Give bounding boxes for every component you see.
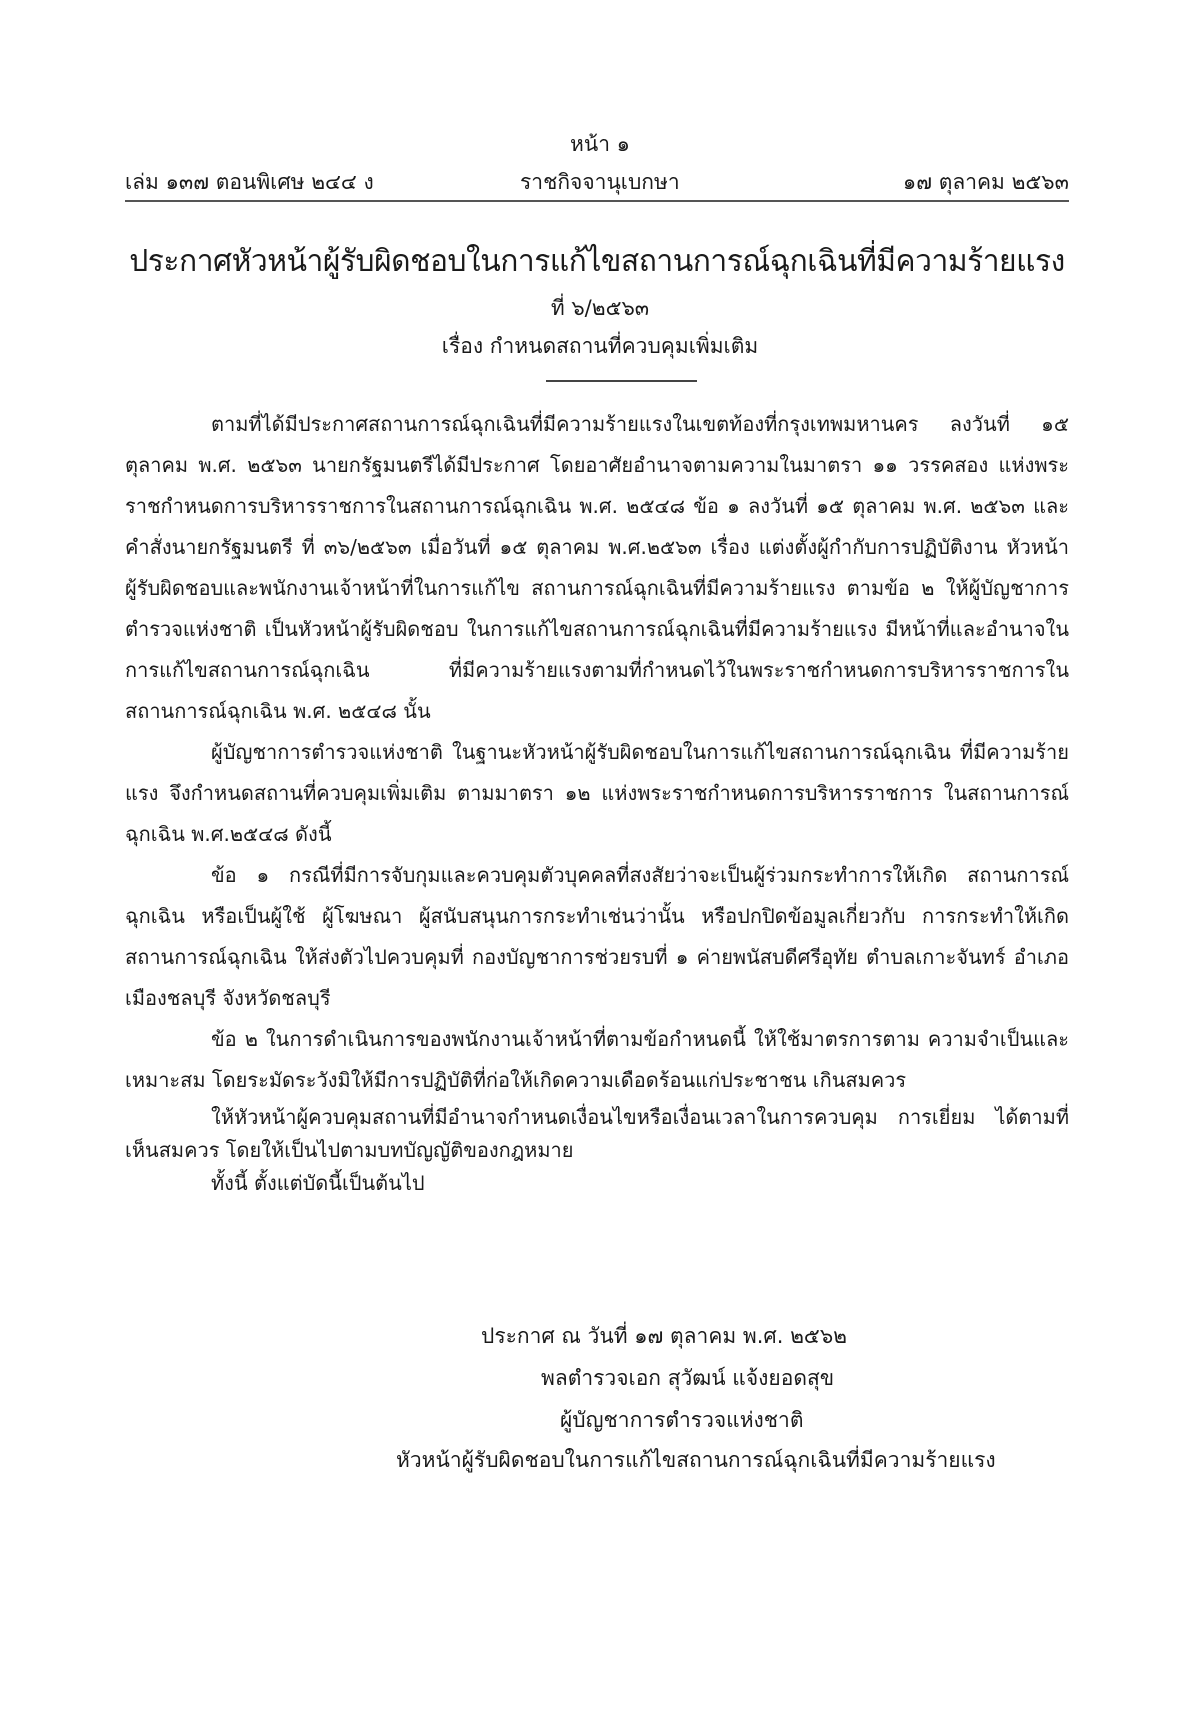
volume-issue: เล่ม ๑๓๗ ตอนพิเศษ ๒๔๔ ง bbox=[125, 170, 374, 194]
paragraph-authority: ผู้บัญชาการตำรวจแห่งชาติ ในฐานะหัวหน้าผู้รับผิดชอบในการแก้ไขสถานการณ์ฉุกเฉิน ที่มีความร้ายแรง จึงกำหนดสถานที่ควบคุมเพิ่มเติม ตามมาตรา ๑๒ แห่งพระราชกำหนดการบริหารราชการ ในสถานการณ์ฉุกเฉิน พ.ศ.๒๕๔๘ ดังนี้ bbox=[125, 740, 1069, 846]
subject-divider bbox=[546, 380, 697, 382]
signatory-position: ผู้บัญชาการตำรวจแห่งชาติ bbox=[560, 1408, 804, 1432]
page-number: หน้า ๑ bbox=[570, 132, 630, 156]
header-divider bbox=[125, 200, 1069, 202]
announcement-date: ประกาศ ณ วันที่ ๑๗ ตุลาคม พ.ศ. ๒๕๖๒ bbox=[481, 1324, 847, 1348]
paragraph-clause-1: ข้อ ๑ กรณีที่มีการจับกุมและควบคุมตัวบุคคลที่สงสัยว่าจะเป็นผู้ร่วมกระทำการให้เกิด สถานการณ์ฉุกเฉิน หรือเป็นผู้ใช้ ผู้โฆษณา ผู้สนับสนุนการกระทำเช่นว่านั้น หรือปกปิดข้อมูลเกี่ยวกับ การกระทำให้เกิดสถานการณ์ฉุกเฉิน ให้ส่งตัวไปควบคุมที่ กองบัญชาการช่วยรบที่ ๑ ค่ายพนัสบดีศรีอุทัย ตำบลเกาะจันทร์ อำเภอเมืองชลบุรี จังหวัดชลบุรี bbox=[125, 863, 1069, 1010]
signatory-role: หัวหน้าผู้รับผิดชอบในการแก้ไขสถานการณ์ฉุกเฉินที่มีความร้ายแรง bbox=[396, 1448, 996, 1472]
paragraph-visiting: ให้หัวหน้าผู้ควบคุมสถานที่มีอำนาจกำหนดเงื่อนไขหรือเงื่อนเวลาในการควบคุม การเยี่ยม ได้ตามที่เห็นสมควร โดยให้เป็นไปตามบทบัญญัติของกฎหมาย bbox=[125, 1105, 1069, 1162]
document-body bbox=[125, 404, 1069, 1200]
publication-name: ราชกิจจานุเบกษา bbox=[520, 170, 680, 194]
paragraph-preamble: ตามที่ได้มีประกาศสถานการณ์ฉุกเฉินที่มีความร้ายแรงในเขตท้องที่กรุงเทพมหานคร ลงวันที่ ๑๕ ตุลาคม พ.ศ. ๒๕๖๓ นายกรัฐมนตรีได้มีประกาศ โดยอาศัยอำนาจตามความในมาตรา ๑๑ วรรคสอง แห่งพระราชกำหนดการบริหารราชการในสถานการณ์ฉุกเฉิน พ.ศ. ๒๕๔๘ ข้อ ๑ ลงวันที่ ๑๕ ตุลาคม พ.ศ. ๒๕๖๓ และ คำสั่งนายกรัฐมนตรี ที่ ๓๖/๒๕๖๓ เมื่อวันที่ ๑๕ ตุลาคม พ.ศ.๒๕๖๓ เรื่อง แต่งตั้งผู้กำกับการปฏิบัติงาน หัวหน้าผู้รับผิดชอบและพนักงานเจ้าหน้าที่ในการแก้ไข สถานการณ์ฉุกเฉินที่มีความร้ายแรง ตามข้อ ๒ ให้ผู้บัญชาการตำรวจแห่งชาติ เป็นหัวหน้าผู้รับผิดชอบ ในการแก้ไขสถานการณ์ฉุกเฉินที่มีความร้ายแรง มีหน้าที่และอำนาจในการแก้ไขสถานการณ์ฉุกเฉิน ที่มีความร้ายแรงตามที่กำหนดไว้ในพระราชกำหนดการบริหารราชการในสถานการณ์ฉุกเฉิน พ.ศ. ๒๕๔๘ นั้น bbox=[125, 412, 1069, 723]
gazette-header bbox=[125, 166, 1069, 200]
publication-date: ๑๗ ตุลาคม ๒๕๖๓ bbox=[902, 170, 1069, 194]
document-title: ประกาศหัวหน้าผู้รับผิดชอบในการแก้ไขสถานการณ์ฉุกเฉินที่มีความร้ายแรง bbox=[129, 244, 1065, 279]
paragraph-clause-2: ข้อ ๒ ในการดำเนินการของพนักงานเจ้าหน้าที่ตามข้อกำหนดนี้ ให้ใช้มาตรการตาม ความจำเป็นและเหมาะสม โดยระมัดระวังมิให้มีการปฏิบัติที่ก่อให้เกิดความเดือดร้อนแก่ประชาชน เกินสมควร bbox=[125, 1027, 1069, 1092]
signatory-name: พลตำรวจเอก สุวัฒน์ แจ้งยอดสุข bbox=[541, 1366, 835, 1390]
paragraph-effective: ทั้งนี้ ตั้งแต่บัดนี้เป็นต้นไป bbox=[211, 1171, 425, 1195]
document-subject: เรื่อง กำหนดสถานที่ควบคุมเพิ่มเติม bbox=[441, 334, 759, 358]
document-number: ที่ ๖/๒๕๖๓ bbox=[550, 296, 650, 320]
